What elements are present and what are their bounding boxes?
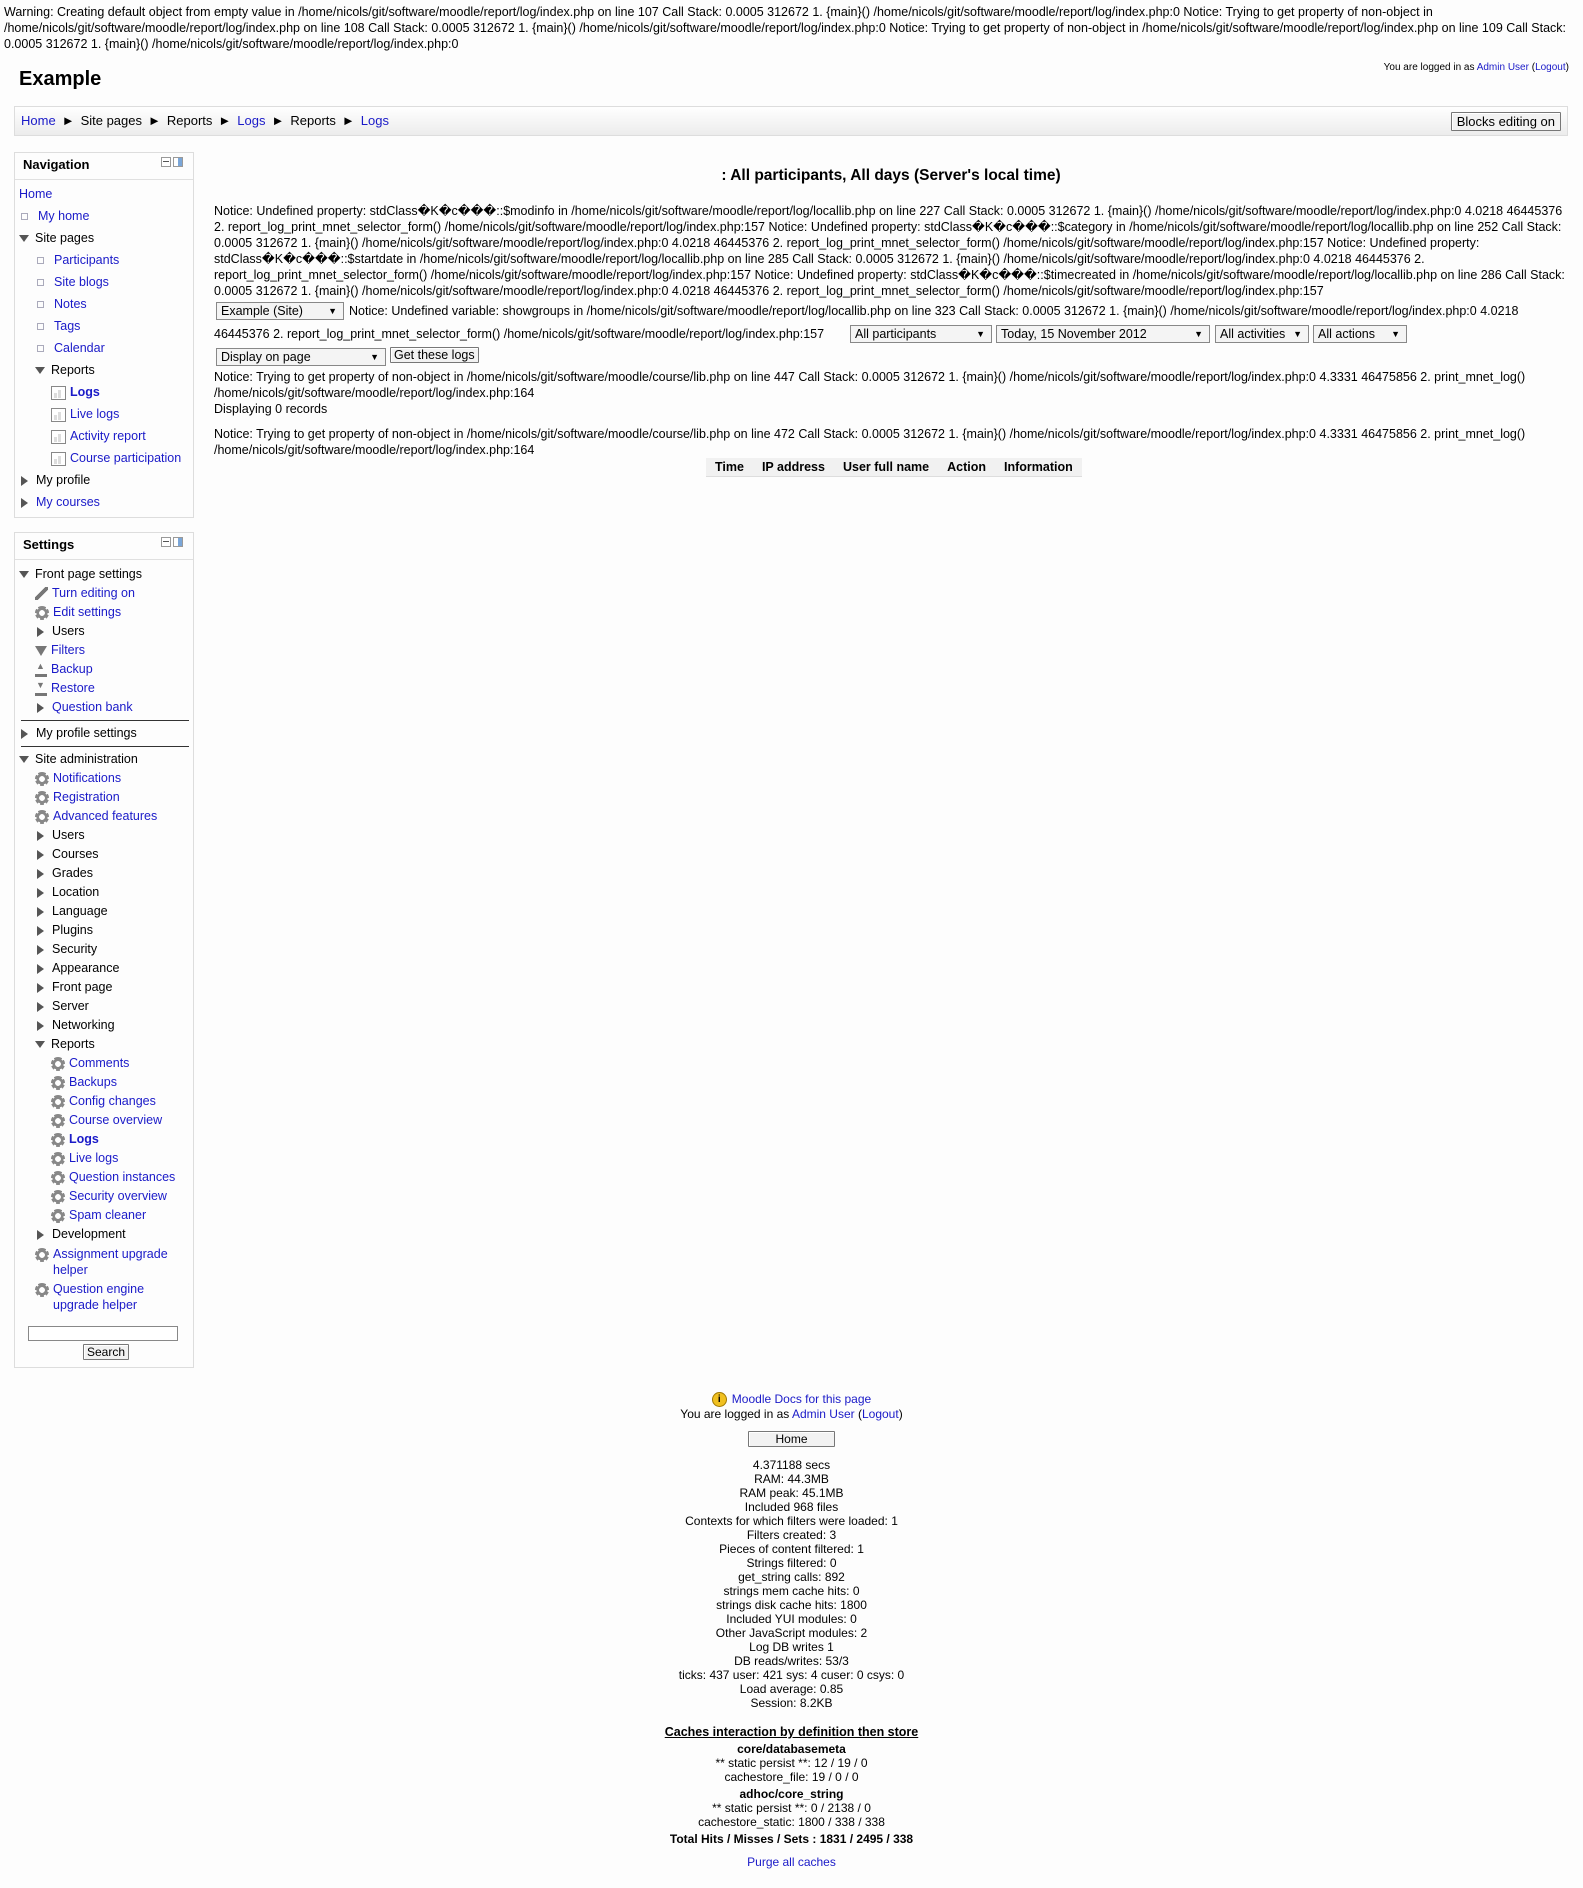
gear-icon xyxy=(51,1133,65,1147)
set-logs[interactable]: Logs xyxy=(69,1132,99,1146)
nav-my-profile-label: My profile xyxy=(36,473,91,487)
perf-line: DB reads/writes: 53/3 xyxy=(734,1654,849,1668)
display-select[interactable] xyxy=(216,348,386,366)
perf-line: Strings filtered: 0 xyxy=(746,1556,837,1570)
collapsed-icon xyxy=(37,831,44,841)
php-warning-text: Warning: Creating default object from empty value in /home/nicols/git/software/moodle/report/log/index.php on line 107 Call Stack: 0.0005 312672 1. {main}() /home/nicols/git/software/moodle/report/log/index.php:0 Notice: Trying to get property of non-object in /home/nicols/git/software/moodle/report/log/index.php on line 108 Call Stack: 0.0005 312672 1. {main}() /home/nicols/git/software/moodle/report/log/index.php:0 Notice: Trying to get property of non-object in /home/nicols/git/software/moodle/report/log/index.php on line 109 Call Stack: 0.0005 312672 1. {main}() /home/nicols/git/software/moodle/report/log/index.php:0 xyxy=(4,5,1566,51)
block-controls xyxy=(161,537,183,547)
expanded-icon xyxy=(19,235,29,242)
set-front-page[interactable] xyxy=(37,980,112,994)
set-registration[interactable]: Registration xyxy=(53,790,120,804)
purge-caches-link[interactable]: Purge all caches xyxy=(747,1855,836,1869)
set-server-label: Server xyxy=(52,999,89,1013)
perf-line: ticks: 437 user: 421 sys: 4 cuser: 0 csys: 0 xyxy=(678,1668,905,1682)
set-front-page-settings[interactable] xyxy=(19,567,142,581)
footer-user-link[interactable]: Admin User xyxy=(791,1407,855,1421)
set-live-logs[interactable]: Live logs xyxy=(69,1151,119,1165)
dropdown-arrow-icon: ▼ xyxy=(1391,329,1400,339)
set-networking[interactable] xyxy=(37,1018,115,1032)
bullet-icon xyxy=(21,213,28,220)
login-info xyxy=(1384,62,1569,73)
set-question-engine-upgrade[interactable] xyxy=(35,1282,144,1312)
nav-reports[interactable] xyxy=(35,363,95,377)
dock-icon[interactable] xyxy=(173,157,183,167)
set-appearance[interactable] xyxy=(37,961,119,975)
log-table-header-row xyxy=(706,458,1082,477)
cache1-line: cachestore_file: 19 / 0 / 0 xyxy=(724,1770,859,1784)
minimize-icon[interactable] xyxy=(161,537,171,547)
breadcrumb-separator: ► xyxy=(271,113,285,128)
set-question-engine-line1: Question engine xyxy=(53,1282,145,1296)
set-spam-cleaner[interactable]: Spam cleaner xyxy=(69,1208,147,1222)
nav-live-logs[interactable]: Live logs xyxy=(70,407,120,421)
navigation-block xyxy=(14,152,194,518)
perf-line: Included 968 files xyxy=(744,1500,839,1514)
nav-notes[interactable]: Notes xyxy=(54,297,87,311)
cache1-line: ** static persist **: 12 / 19 / 0 xyxy=(715,1756,868,1770)
nav-site-blogs[interactable]: Site blogs xyxy=(54,275,109,289)
set-assignment-upgrade[interactable] xyxy=(35,1247,168,1277)
set-question-bank[interactable]: Question bank xyxy=(52,700,133,714)
set-site-administration[interactable] xyxy=(19,752,138,766)
perf-line: RAM: 44.3MB xyxy=(754,1472,829,1486)
collapsed-icon xyxy=(21,498,28,508)
report-icon xyxy=(51,452,66,466)
moodle-docs-link[interactable]: Moodle Docs for this page xyxy=(731,1392,872,1406)
notice-showgroups: Notice: Undefined variable: showgroups in /home/nicols/git/software/moodle/report/log/locallib.php on line 323 Call Stack: 0.0005 312672 1. {main}() /home/nicols/git/software/moodle/report/log/index.php:0 4.0218 xyxy=(349,304,1519,318)
perf-line: Session: 8.2KB xyxy=(750,1696,833,1710)
set-front-page-settings-label: Front page settings xyxy=(35,567,143,581)
log-table xyxy=(706,458,1082,477)
actions-select[interactable] xyxy=(1313,325,1407,343)
collapsed-icon xyxy=(37,964,44,974)
set-my-profile-settings[interactable] xyxy=(21,726,137,740)
nav-site-pages-label: Site pages xyxy=(35,231,95,245)
set-plugins-label: Plugins xyxy=(52,923,93,937)
expanded-icon xyxy=(19,756,29,763)
notice-showgroups-cont: 46445376 2. report_log_print_mnet_selector_form() /home/nicols/git/software/moodle/report/log/index.php:157 xyxy=(214,327,825,341)
date-select-value: Today, 15 November 2012 xyxy=(1001,327,1147,341)
cache-info xyxy=(0,1724,1583,1869)
nav-my-courses[interactable]: My courses xyxy=(36,495,100,509)
help-icon: i xyxy=(712,1392,727,1407)
footer-home xyxy=(0,1431,1583,1447)
col-action: Action xyxy=(938,458,995,477)
dropdown-arrow-icon: ▼ xyxy=(328,306,337,316)
perf-line: Pieces of content filtered: 1 xyxy=(719,1542,864,1556)
breadcrumb-reports: Reports xyxy=(166,113,213,128)
set-config-changes[interactable]: Config changes xyxy=(69,1094,156,1108)
set-users-label: Users xyxy=(52,624,85,638)
nav-course-participation[interactable]: Course participation xyxy=(70,451,182,465)
minimize-icon[interactable] xyxy=(161,157,171,167)
activities-select[interactable] xyxy=(1215,325,1309,343)
nav-logs[interactable]: Logs xyxy=(70,385,100,399)
set-question-engine-line2: upgrade helper xyxy=(53,1298,138,1312)
gear-icon xyxy=(51,1057,65,1071)
cache-totals: Total Hits / Misses / Sets : 1831 / 2495 / 338 xyxy=(669,1832,914,1846)
perf-line: Filters created: 3 xyxy=(746,1528,837,1542)
breadcrumb-separator: ► xyxy=(148,113,161,128)
gear-icon xyxy=(35,810,49,824)
notice-text: Notice: Undefined property: stdClass�K�c���::$modinfo in /home/nicols/git/software/moodle/report/log/locallib.php on line 227 Call Stack: 0.0005 312672 1. {main}() /home/nicols/git/software/moodle/report/log/index.php:0 4.0218 46445376 2. report_log_print_mnet_selector_form() /home/nicols/git/software/moodle/report/log/index.php:157 Notice: Undefined property: stdClass�K�c���::$category in /home/nicols/git/software/moodle/report/log/locallib.php on line 252 Call Stack: 0.0005 312672 1. {main}() /home/nicols/git/software/moodle/report/log/index.php:0 4.0218 46445376 2. report_log_print_mnet_selector_form() /home/nicols/git/software/moodle/report/log/index.php:157 Notice: Undefined property: stdClass�K�c���::$startdate in /home/nicols/git/software/moodle/report/log/locallib.php on line 285 Call Stack: 0.0005 312672 1. {main}() /home/nicols/git/software/moodle/report/log/index.php:0 4.0218 46445376 2. report_log_print_mnet_selector_form() /home/nicols/git/software/moodle/report/log/index.php:157 Notice: Undefined property: stdClass�K�c���::$timecreated in /home/nicols/git/software/moodle/report/log/locallib.php on line 286 Call Stack: 0.0005 312672 1. {main}() /home/nicols/git/software/moodle/report/log/index.php:0 4.0218 46445376 2. report_log_print_mnet_selector_form() /home/nicols/git/software/moodle/report/log/index.php:157 xyxy=(214,204,1565,298)
bullet-icon xyxy=(37,301,44,308)
cache2-name: adhoc/core_string xyxy=(739,1787,844,1801)
footer-home-button[interactable]: Home xyxy=(748,1431,834,1447)
navigation-block-header xyxy=(15,153,193,180)
collapsed-icon xyxy=(37,850,44,860)
breadcrumb xyxy=(21,113,389,128)
gear-icon xyxy=(35,1283,49,1297)
breadcrumb-separator: ► xyxy=(341,113,355,128)
settings-search-input[interactable] xyxy=(28,1326,178,1341)
get-logs-button[interactable]: Get these logs xyxy=(390,347,479,363)
perf-line: Included YUI modules: 0 xyxy=(726,1612,857,1626)
set-restore[interactable]: Restore xyxy=(51,681,95,695)
expanded-icon xyxy=(35,1041,45,1048)
nav-calendar[interactable]: Calendar xyxy=(54,341,105,355)
paren-open: ( xyxy=(1528,62,1536,73)
displaying-records: Displaying 0 records xyxy=(214,402,328,416)
set-development[interactable] xyxy=(37,1227,126,1241)
participants-select[interactable] xyxy=(850,325,992,343)
expanded-icon xyxy=(19,571,29,578)
col-ip-address: IP address xyxy=(753,458,834,477)
perf-line: 4.371188 secs xyxy=(752,1458,831,1472)
set-plugins[interactable] xyxy=(37,923,93,937)
site-select-value: Example (Site) xyxy=(221,304,303,318)
notice-447: Notice: Trying to get property of non-object in /home/nicols/git/software/moodle/course/lib.php on line 447 Call Stack: 0.0005 312672 1. {main}() /home/nicols/git/software/moodle/report/log/index.php:0 4.3331 46475856 2. print_mnet_log() /home/nicols/git/software/moodle/report/log/index.php:164 xyxy=(214,370,1526,400)
user-profile-link[interactable]: Admin User xyxy=(1476,62,1529,73)
dock-icon[interactable] xyxy=(173,537,183,547)
bullet-icon xyxy=(37,345,44,352)
collapsed-icon xyxy=(37,926,44,936)
nav-tags[interactable]: Tags xyxy=(54,319,81,333)
set-question-instances[interactable]: Question instances xyxy=(69,1170,176,1184)
breadcrumb-logs-2[interactable]: Logs xyxy=(360,113,389,128)
perf-line: RAM peak: 45.1MB xyxy=(739,1486,844,1500)
set-backup[interactable]: Backup xyxy=(51,662,93,676)
nav-home[interactable]: Home xyxy=(19,187,53,201)
col-user-full-name: User full name xyxy=(834,458,938,477)
perf-line: get_string calls: 892 xyxy=(738,1570,845,1584)
set-server[interactable] xyxy=(37,999,89,1013)
set-reports-label: Reports xyxy=(51,1037,95,1051)
set-sa-users-label: Users xyxy=(52,828,85,842)
footer-login-info: You are logged in as Admin User (Logout) xyxy=(680,1407,903,1421)
set-language[interactable] xyxy=(37,904,108,918)
filter-icon xyxy=(35,646,47,656)
notice-472: Notice: Trying to get property of non-object in /home/nicols/git/software/moodle/course/lib.php on line 472 Call Stack: 0.0005 312672 1. {main}() /home/nicols/git/software/moodle/report/log/index.php:0 4.3331 46475856 2. print_mnet_log() /home/nicols/git/software/moodle/report/log/index.php:164 xyxy=(214,427,1526,457)
perf-line: strings disk cache hits: 1800 xyxy=(716,1598,867,1612)
cache2-line: ** static persist **: 0 / 2138 / 0 xyxy=(712,1801,871,1815)
set-filters[interactable]: Filters xyxy=(51,643,86,657)
set-backups[interactable]: Backups xyxy=(69,1075,117,1089)
col-time: Time xyxy=(706,458,753,477)
site-select[interactable] xyxy=(216,302,344,320)
set-assignment-upgrade-line1: Assignment upgrade xyxy=(53,1247,168,1261)
set-development-label: Development xyxy=(52,1227,126,1241)
gear-icon xyxy=(35,772,49,786)
set-appearance-label: Appearance xyxy=(52,961,120,975)
collapsed-icon xyxy=(21,729,28,739)
pencil-icon xyxy=(35,587,48,600)
collapsed-icon xyxy=(37,1021,44,1031)
collapsed-icon xyxy=(37,869,44,879)
report-icon xyxy=(51,408,66,422)
bullet-icon xyxy=(37,279,44,286)
dropdown-arrow-icon: ▼ xyxy=(1194,329,1203,339)
performance-info xyxy=(0,1458,1583,1710)
set-security[interactable] xyxy=(37,942,97,956)
set-grades[interactable] xyxy=(37,866,93,880)
collapsed-icon xyxy=(37,983,44,993)
gear-icon xyxy=(51,1171,65,1185)
settings-search-button[interactable]: Search xyxy=(83,1344,129,1360)
participants-select-value: All participants xyxy=(855,327,937,341)
site-title: Example xyxy=(19,68,102,90)
set-edit-settings[interactable]: Edit settings xyxy=(53,605,122,619)
dropdown-arrow-icon: ▼ xyxy=(1293,329,1302,339)
set-location[interactable] xyxy=(37,885,99,899)
set-language-label: Language xyxy=(52,904,108,918)
set-assignment-upgrade-line2: helper xyxy=(53,1263,88,1277)
activities-select-value: All activities xyxy=(1220,327,1286,341)
blocks-editing-button[interactable]: Blocks editing on xyxy=(1451,112,1561,131)
gear-icon xyxy=(51,1114,65,1128)
perf-line: Contexts for which filters were loaded: 1 xyxy=(685,1514,898,1528)
nav-participants[interactable]: Participants xyxy=(54,253,120,267)
navigation-block-title: Navigation xyxy=(23,157,90,172)
set-networking-label: Networking xyxy=(52,1018,115,1032)
display-select-value: Display on page xyxy=(221,350,311,364)
breadcrumb-separator: ► xyxy=(61,113,75,128)
logout-link[interactable]: Logout xyxy=(1535,62,1566,73)
set-sa-users[interactable] xyxy=(37,828,85,842)
cache1-name: core/databasemeta xyxy=(737,1742,846,1756)
breadcrumb-logs[interactable]: Logs xyxy=(237,113,266,128)
gear-icon xyxy=(51,1190,65,1204)
set-course-overview[interactable]: Course overview xyxy=(69,1113,163,1127)
cache2-line: cachestore_static: 1800 / 338 / 338 xyxy=(698,1815,885,1829)
breadcrumb-separator: ► xyxy=(218,113,232,128)
set-turn-editing-on[interactable]: Turn editing on xyxy=(52,586,135,600)
footer-logout-link[interactable]: Logout xyxy=(861,1407,899,1421)
set-notifications[interactable]: Notifications xyxy=(53,771,122,785)
perf-line: Load average: 0.85 xyxy=(739,1682,844,1696)
set-site-administration-label: Site administration xyxy=(35,752,138,766)
backup-icon xyxy=(35,663,47,677)
nav-reports-label: Reports xyxy=(51,363,95,377)
collapsed-icon xyxy=(21,476,28,486)
perf-line: strings mem cache hits: 0 xyxy=(723,1584,860,1598)
set-courses[interactable] xyxy=(37,847,99,861)
set-my-profile-settings-label: My profile settings xyxy=(36,726,137,740)
cache-title: Caches interaction by definition then store xyxy=(664,1725,919,1739)
set-comments[interactable]: Comments xyxy=(69,1056,130,1070)
collapsed-icon xyxy=(37,627,44,637)
dropdown-arrow-icon: ▼ xyxy=(370,352,379,362)
set-users[interactable] xyxy=(37,624,85,638)
gear-icon xyxy=(51,1209,65,1223)
settings-block-header xyxy=(15,533,193,560)
nav-activity-report[interactable]: Activity report xyxy=(70,429,146,443)
nav-my-home[interactable]: My home xyxy=(38,209,90,223)
expanded-icon xyxy=(35,367,45,374)
gear-icon xyxy=(51,1095,65,1109)
nav-site-pages[interactable] xyxy=(19,231,94,245)
bullet-icon xyxy=(37,257,44,264)
set-front-page-label: Front page xyxy=(52,980,113,994)
gear-icon xyxy=(35,791,49,805)
bullet-icon xyxy=(37,323,44,330)
block-controls xyxy=(161,157,183,167)
perf-line: Log DB writes 1 xyxy=(749,1640,834,1654)
breadcrumb-site-pages: Site pages xyxy=(80,113,142,128)
gear-icon xyxy=(51,1152,65,1166)
set-courses-label: Courses xyxy=(52,847,99,861)
date-select[interactable] xyxy=(996,325,1210,343)
set-location-label: Location xyxy=(52,885,100,899)
set-reports[interactable] xyxy=(35,1037,95,1051)
breadcrumb-home[interactable]: Home xyxy=(21,113,56,128)
collapsed-icon xyxy=(37,1230,44,1240)
login-prefix: You are logged in as xyxy=(1383,62,1477,73)
set-grades-label: Grades xyxy=(52,866,93,880)
gear-icon xyxy=(35,606,49,620)
collapsed-icon xyxy=(37,907,44,917)
actions-select-value: All actions xyxy=(1318,327,1375,341)
collapsed-icon xyxy=(37,945,44,955)
set-security-label: Security xyxy=(52,942,98,956)
settings-block-title: Settings xyxy=(23,537,75,552)
collapsed-icon xyxy=(37,888,44,898)
paren-close: ) xyxy=(1565,62,1569,73)
dropdown-arrow-icon: ▼ xyxy=(976,329,985,339)
set-security-overview[interactable]: Security overview xyxy=(69,1189,167,1203)
settings-block xyxy=(14,532,194,1368)
breadcrumb-reports-2: Reports xyxy=(290,113,336,128)
footer-login-prefix: You are logged in as xyxy=(680,1407,792,1421)
perf-line: Other JavaScript modules: 2 xyxy=(715,1626,868,1640)
report-icon xyxy=(51,386,66,400)
nav-my-profile[interactable] xyxy=(21,473,90,487)
collapsed-icon xyxy=(37,703,44,713)
divider xyxy=(21,720,189,721)
col-information: Information xyxy=(995,458,1082,477)
restore-icon xyxy=(35,682,47,696)
report-icon xyxy=(51,430,66,444)
gear-icon xyxy=(51,1076,65,1090)
set-advanced-features[interactable]: Advanced features xyxy=(53,809,158,823)
divider xyxy=(21,746,189,747)
gear-icon xyxy=(35,1248,49,1262)
navbar xyxy=(14,106,1568,136)
collapsed-icon xyxy=(37,1002,44,1012)
page-heading: : All participants, All days (Server's local time) xyxy=(721,167,1061,184)
footer-docs xyxy=(0,1392,1583,1407)
